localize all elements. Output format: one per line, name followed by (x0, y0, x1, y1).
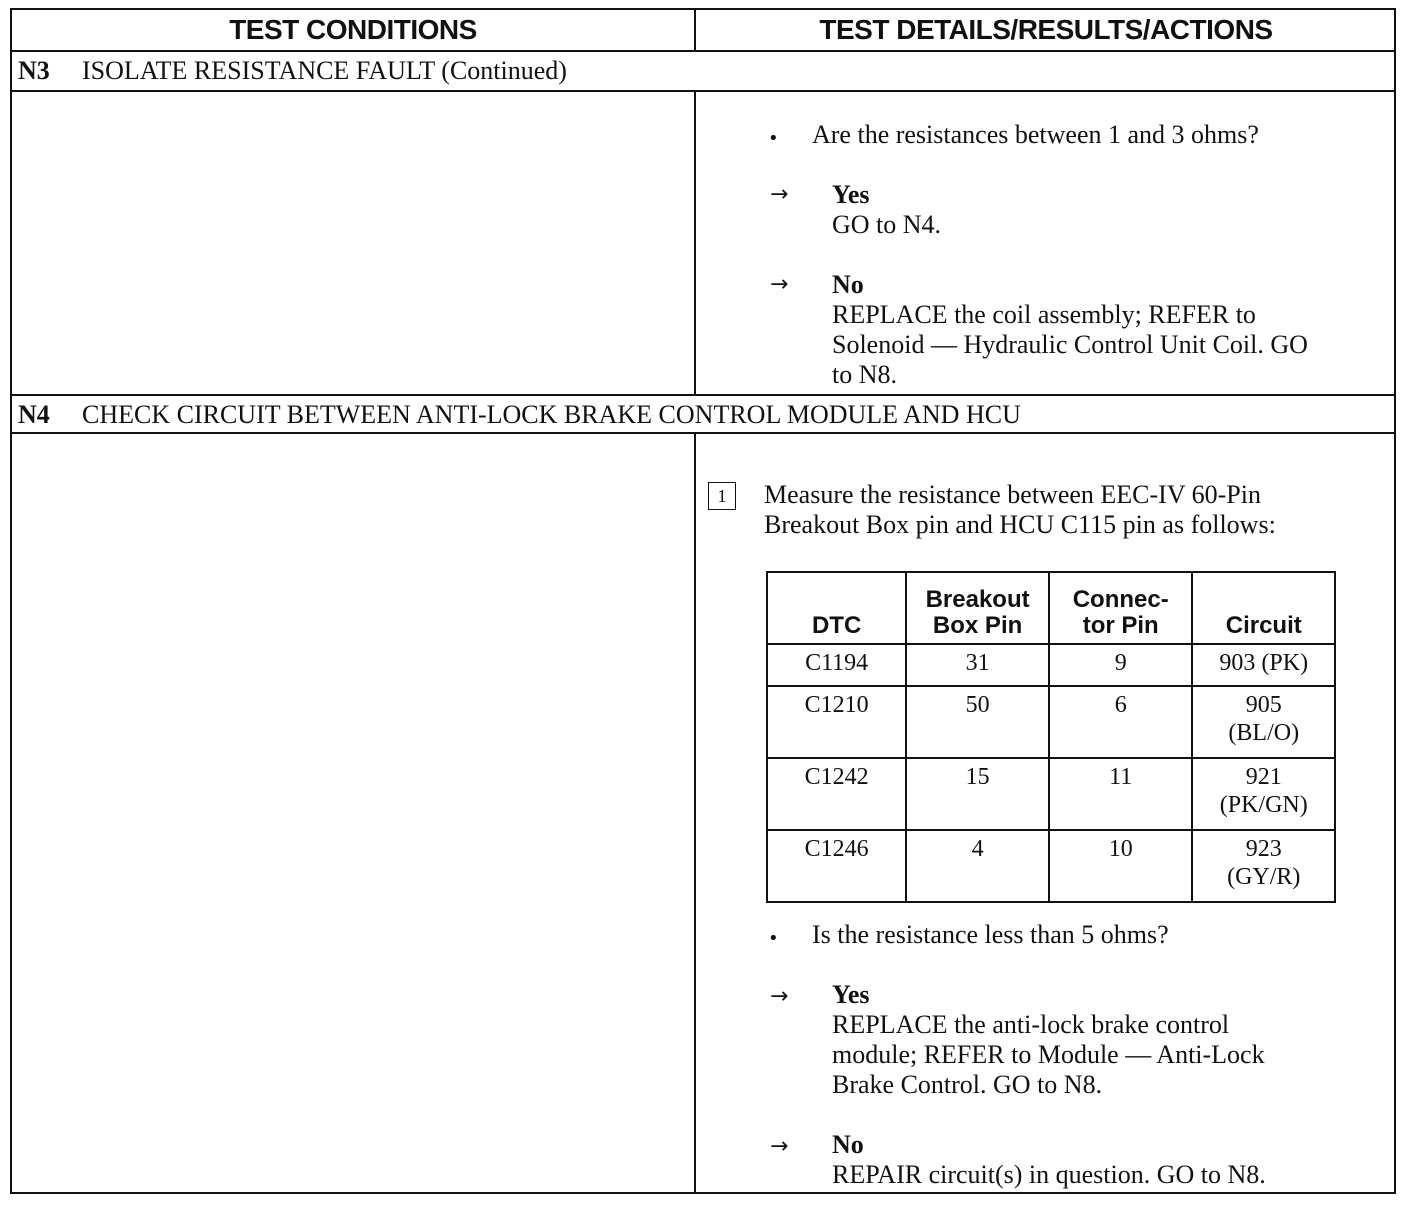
n4-question: Is the resistance less than 5 ohms? (812, 920, 1169, 949)
table-header-row (767, 572, 1335, 644)
n4-no-action: REPAIR circuit(s) in question. GO to N8. (832, 1160, 1266, 1189)
header-line: DTC (811, 612, 862, 639)
bullet: • (768, 128, 779, 149)
n3-no-action-line: to N8. (832, 360, 897, 389)
table-cell: 15 (906, 758, 1049, 830)
section-title: ISOLATE RESISTANCE FAULT (Continued) (82, 56, 567, 85)
divider (12, 432, 1396, 434)
n4-yes-action-line: REPLACE the anti-lock brake control (832, 1010, 1230, 1039)
arrow-right-icon: → (770, 272, 789, 297)
arrow-right-icon: → (770, 182, 789, 207)
table-cell: 9 (1049, 644, 1193, 686)
table-cell: 31 (906, 644, 1049, 686)
arrow-right-icon: → (770, 1134, 789, 1159)
n3-no-action-line: REPLACE the coil assembly; REFER to (832, 300, 1256, 329)
section-id: N4 (18, 400, 50, 429)
header-line: Connec- (1072, 586, 1169, 613)
column-header-dtc (767, 572, 906, 644)
section-title: CHECK CIRCUIT BETWEEN ANTI-LOCK BRAKE CONTROL MODULE AND HCU (82, 400, 1021, 429)
test-procedure-page (10, 8, 1396, 1194)
column-header-circuit (1192, 572, 1335, 644)
table-row (767, 830, 1335, 902)
n4-yes-action-line: Brake Control. GO to N8. (832, 1070, 1103, 1099)
table-cell: C1242 (767, 758, 906, 830)
table-row (767, 758, 1335, 830)
section-row-n4 (12, 396, 1396, 434)
divider (12, 90, 1396, 92)
n3-yes-label: Yes (832, 180, 870, 209)
header-line: Breakout (925, 586, 1030, 613)
arrow-right-icon: → (770, 984, 789, 1009)
table-cell: 6 (1049, 686, 1193, 758)
section-row-n3 (12, 52, 1396, 90)
n3-no-label: No (832, 270, 864, 299)
table-cell: 50 (906, 686, 1049, 758)
table-cell: 4 (906, 830, 1049, 902)
header-line: Circuit (1225, 612, 1302, 639)
table-cell: 10 (1049, 830, 1193, 902)
header-line: tor Pin (1082, 612, 1159, 639)
n3-no-action-line: Solenoid — Hydraulic Control Unit Coil. GO (832, 330, 1308, 359)
table-cell: C1194 (767, 644, 906, 686)
step-number-box: 1 (708, 482, 736, 510)
column-divider (694, 92, 696, 394)
column-divider (694, 434, 696, 1194)
n4-yes-action-line: module; REFER to Module — Anti-Lock (832, 1040, 1265, 1069)
table-cell: C1210 (767, 686, 906, 758)
n4-no-label: No (832, 1130, 864, 1159)
header-test-conditions: TEST CONDITIONS (12, 10, 696, 50)
pin-resistance-table (766, 571, 1336, 903)
table-cell: 905 (BL/O) (1192, 686, 1335, 758)
table-cell: 923 (GY/R) (1192, 830, 1335, 902)
n4-instruction-line: Breakout Box pin and HCU C115 pin as follows: (764, 510, 1276, 539)
n3-yes-action: GO to N4. (832, 210, 942, 239)
table-cell: C1246 (767, 830, 906, 902)
header-test-details: TEST DETAILS/RESULTS/ACTIONS (819, 14, 1273, 45)
column-header-breakout-box-pin (906, 572, 1049, 644)
table-cell: 11 (1049, 758, 1193, 830)
n3-question: Are the resistances between 1 and 3 ohms? (812, 120, 1259, 149)
table-cell: 903 (PK) (1192, 644, 1335, 686)
bullet: • (768, 928, 779, 949)
table-row (767, 644, 1335, 686)
n4-yes-label: Yes (832, 980, 870, 1009)
section-id: N3 (18, 56, 50, 85)
n4-instruction-line: Measure the resistance between EEC-IV 60-Pin (764, 480, 1261, 509)
header-line: Box Pin (932, 612, 1023, 639)
table-row (767, 686, 1335, 758)
table-cell: 921 (PK/GN) (1192, 758, 1335, 830)
column-header-connector-pin (1049, 572, 1193, 644)
